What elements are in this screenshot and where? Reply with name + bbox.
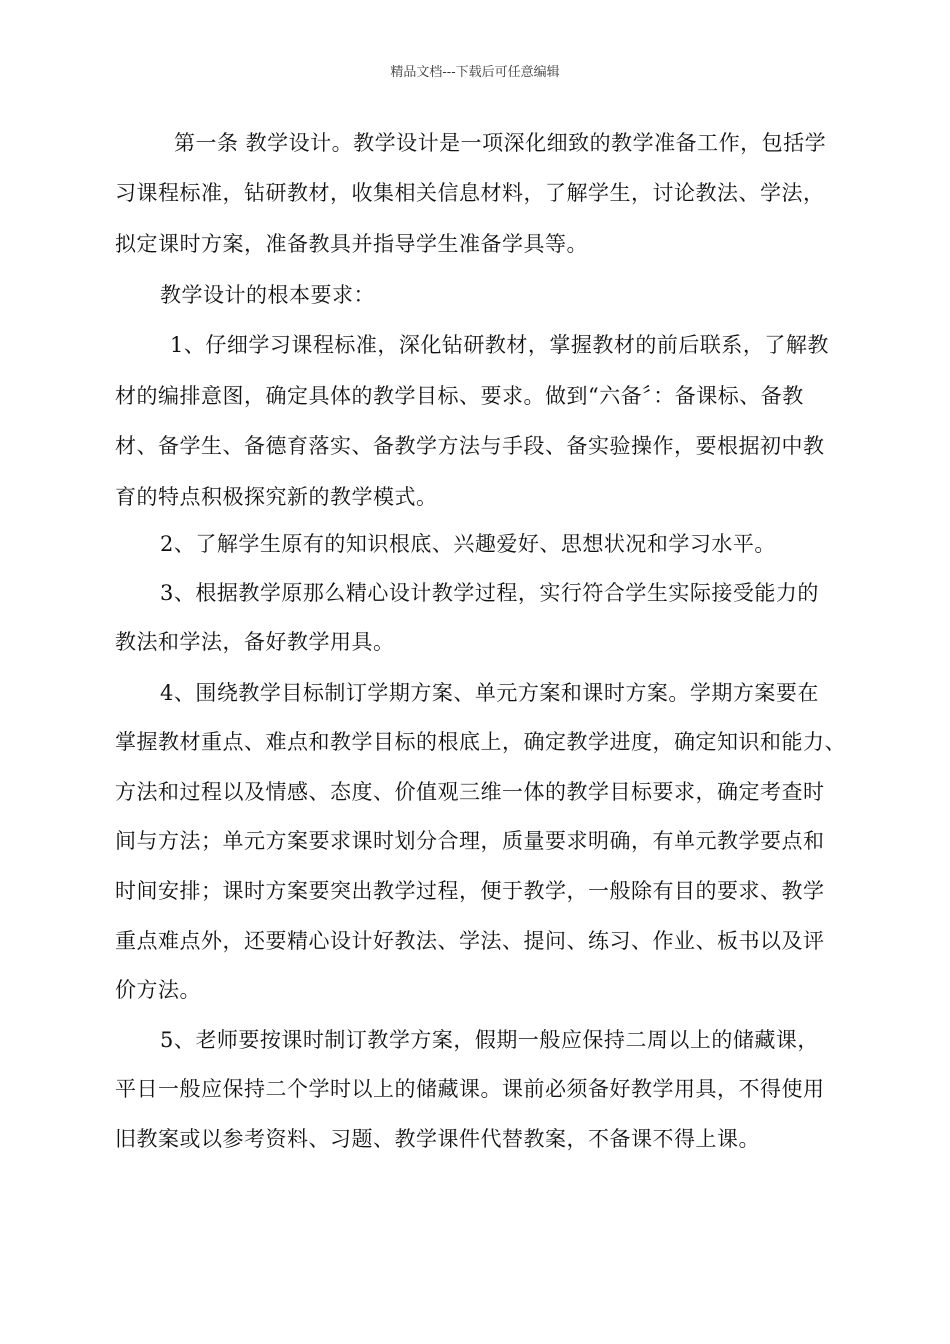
text-line: 4、围绕教学目标制订学期方案、单元方案和课时方案。学期方案要在 [160,681,819,705]
text-line: 拟定课时方案，准备教具并指导学生准备学具等。 [115,232,588,256]
text-line: 2、了解学生原有的知识根底、兴趣爱好、思想状况和学习水平。 [160,532,776,556]
text-line: 间与方法；单元方案要求课时划分合理，质量要求明确，有单元教学要点和 [115,829,825,853]
text-line: 材、备学生、备德育落实、备教学方法与手段、备实验操作，要根据初中教 [115,434,825,458]
text-line: 掌握教材重点、难点和教学目标的根底上，确定教学进度，确定知识和能力、 [115,730,846,754]
text-line: 1、仔细学习课程标准，深化钻研教材，掌握教材的前后联系，了解教 [170,333,829,357]
text-line: 方法和过程以及情感、态度、价值观三维一体的教学目标要求，确定考查时 [115,780,825,804]
page-header: 精品文档---下载后可任意编辑 [390,65,560,80]
text-line: 重点难点外，还要精心设计好教法、学法、提问、练习、作业、板书以及评 [115,929,825,953]
text-line: 第一条 教学设计。教学设计是一项深化细致的教学准备工作，包括学 [174,131,827,155]
text-line: 旧教案或以参考资料、习题、教学课件代替教案，不备课不得上课。 [115,1127,760,1151]
text-line: 价方法。 [115,978,201,1002]
text-line: 平日一般应保持二个学时以上的储藏课。课前必须备好教学用具，不得使用 [115,1077,825,1101]
text-line: 时间安排；课时方案要突出教学过程，便于教学，一般除有目的要求、教学 [115,879,825,903]
text-line: 教法和学法，备好教学用具。 [115,630,395,654]
text-line: 教学设计的根本要求： [160,283,375,307]
text-line: 3、根据教学原那么精心设计教学过程，实行符合学生实际接受能力的 [160,581,819,605]
text-line: 材的编排意图，确定具体的教学目标、要求。做到“六备〞：备课标、备教 [115,384,804,408]
text-line: 5、老师要按课时制订教学方案，假期一般应保持二周以上的储藏课， [160,1028,819,1052]
text-line: 习课程标准，钻研教材，收集相关信息材料，了解学生，讨论教法、学法， [115,181,825,205]
text-line: 育的特点积极探究新的教学模式。 [115,485,438,509]
